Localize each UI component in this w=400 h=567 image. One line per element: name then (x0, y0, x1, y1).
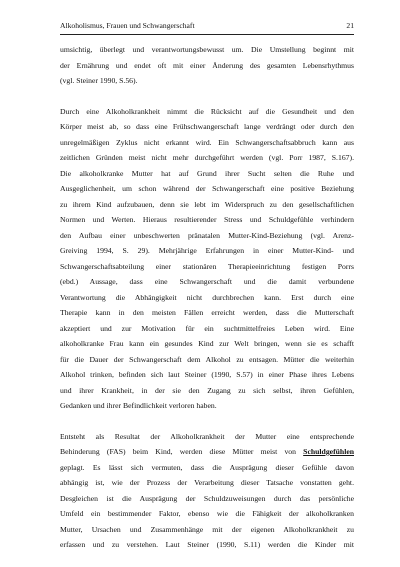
text-line: erfassen und zu verstehen. Laut Steiner (1990, S.11) werden die Kinder mit (60, 540, 354, 549)
text-line: abhängig ist, wie der Prozess der Verarbeitung dieser Tatsache vonstatten geht. (60, 478, 354, 487)
text-line: akzeptiert und zur Motivation für ein suchtmittelfreies Leben wird. Eine (60, 323, 354, 333)
text-line: Entsteht als Resultat der Alkoholkrankheit der Mutter eine entsprechende (60, 431, 354, 441)
text-line: (vgl. Steiner 1990, S.56). (60, 76, 138, 85)
text-line: Umfeld ein bestimmender Faktor, ebenso wie die Fähigkeit der alkoholkranken (60, 509, 354, 518)
text-line: zeitlichen Gründen meist nicht mehr durchgeführt werden (vgl. Porr 1987, S.167). (60, 153, 354, 162)
text-line: (ebd.) Aussage, dass eine Schwangerschaft und die damit verbundene (60, 277, 354, 286)
text-line: Normen und Werten. Hieraus resultierender Stress und Schuldgefühle verhindern (60, 215, 354, 224)
text-line: den Aufbau einer unbeschwerten pränatalen Mutter-Kind-Beziehung (vgl. Arenz- (60, 230, 354, 240)
text-line: Mutter, Ursachen und Zusammenhänge mit der eigenen Alkoholkrankheit zu (60, 524, 354, 534)
text-line: Schwangerschaftsabteilung einer stationären Therapieeinrichtung festigen Porrs (60, 261, 354, 271)
paragraph-3 (60, 429, 354, 553)
page-header (60, 20, 354, 35)
text-line: der Ernährung und endet oft mit einer Änderung des gesamten Lebensrhythmus (60, 60, 354, 70)
text-line: Verantwortung die Abhängigkeit nicht durchbrechen kann. Erst durch eine (60, 292, 354, 302)
text-fragment: Behinderung (FAS) beim Kind, werden diese Mütter meist von (60, 447, 296, 456)
text-line: alkoholkranke Frau kann ein gesundes Kind zur Welt bringen, wenn sie es schafft (60, 339, 354, 348)
text-line-with-emphasis (60, 444, 354, 460)
text-line: Durch eine Alkoholkrankheit nimmt die Rücksicht auf die Gesundheit und den (60, 106, 354, 116)
emphasized-term: Schuldgefühlen (303, 447, 354, 456)
paragraph-2 (60, 104, 354, 414)
paragraph-1 (60, 42, 354, 89)
text-line: Desgleichen ist die Ausprägung der Schuldzuweisungen durch das persönliche (60, 493, 354, 503)
text-line: Die alkoholkranke Mutter hat auf Grund ihrer Sucht selten die Ruhe und (60, 168, 354, 178)
text-line: Greiving 1994, S. 29). Mehrjährige Erfahrungen in einer Mutter-Kind- und (60, 246, 354, 255)
text-line: zu ihrem Kind aufzubauen, denn sie lebt im Widerspruch zu den gesellschaftlichen (60, 199, 354, 209)
text-line: Ausgeglichenheit, um schon während der Schwangerschaft eine positive Beziehung (60, 184, 354, 193)
text-line: geplagt. Es lässt sich vermuten, dass die Ausprägung dieser Gefühle davon (60, 462, 354, 472)
header-title: Alkoholismus, Frauen und Schwangerschaft (60, 21, 195, 30)
text-line: Körper meist ab, so dass eine Frühschwangerschaft lange verdrängt oder durch den (60, 122, 354, 131)
text-line: umsichtig, überlegt und verantwortungsbewusst um. Die Umstellung beginnt mit (60, 45, 354, 54)
document-body (60, 42, 354, 567)
text-line: Gedanken und ihrer Befindlichkeit verloren haben. (60, 401, 217, 410)
text-line: Alkohol trinken, befinden sich laut Steiner (1990, S.57) in einer Phase ihres Lebens (60, 370, 354, 379)
text-line: unregelmäßigen Zyklus nicht erkannt wird. Ein Schwangerschaftsabbruch kann aus (60, 137, 354, 147)
text-line: für die Dauer der Schwangerschaft dem Alkohol zu entsagen. Mütter die weiterhin (60, 354, 354, 364)
text-line: und ihrer Krankheit, in der sie den Zugang zu sich selbst, ihren Gefühlen, (60, 385, 354, 395)
text-line: Therapie kann in den meisten Fällen erreicht werden, dass die Mutterschaft (60, 308, 354, 317)
page-number: 21 (346, 21, 354, 30)
